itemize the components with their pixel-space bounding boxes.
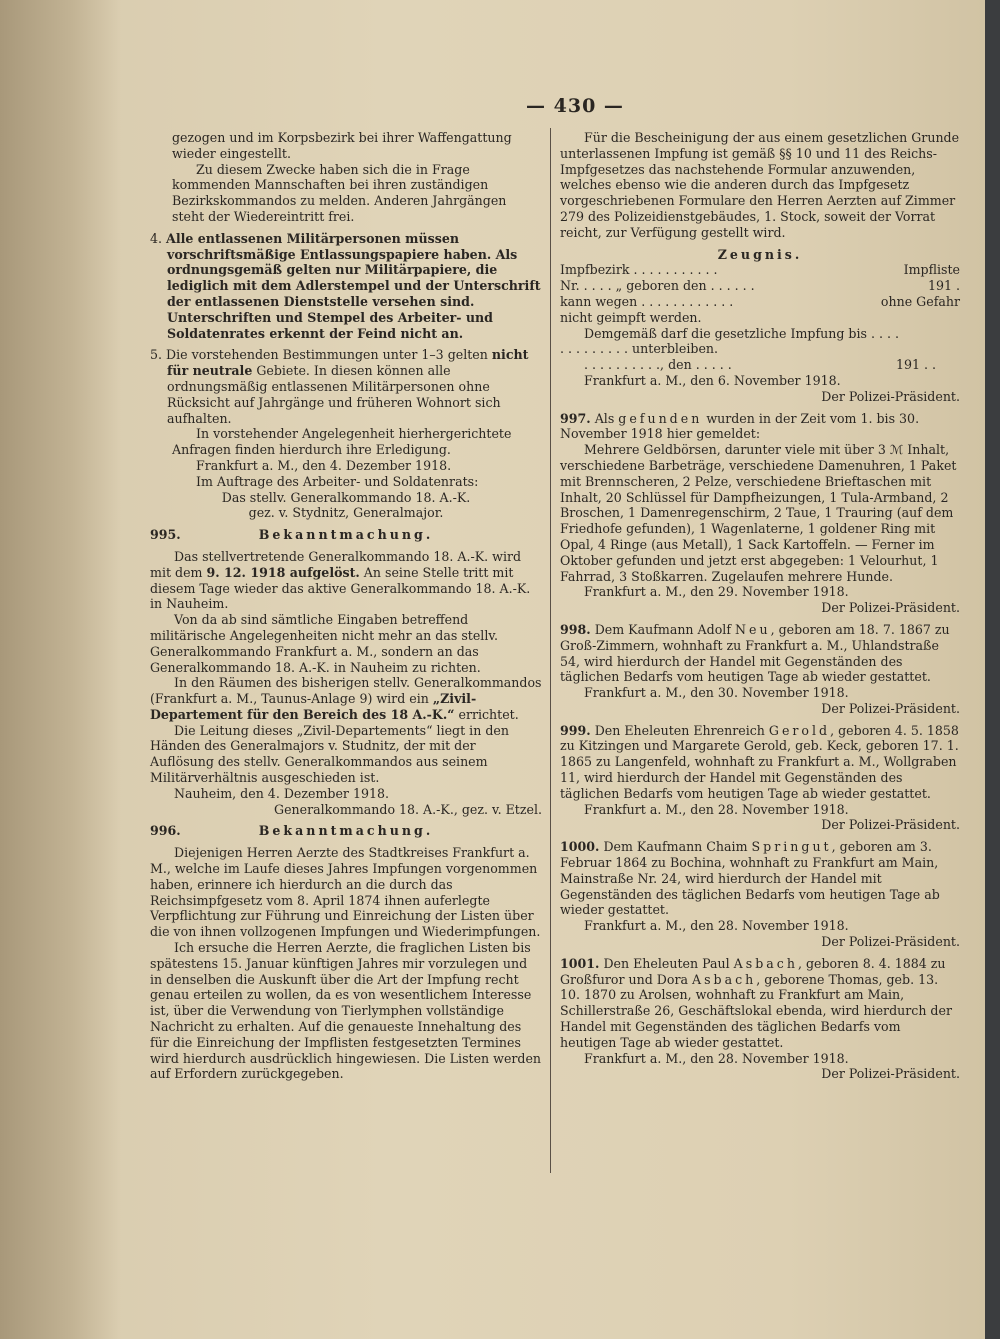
notice-title: Bekanntmachung. bbox=[258, 823, 434, 839]
form-line: . . . . . . . . . unterbleiben. bbox=[560, 341, 719, 357]
item-number: 4. bbox=[150, 230, 163, 246]
signature-line: Generalkommando 18. A.-K., gez. v. Etzel. bbox=[274, 801, 542, 817]
page-binding-shadow bbox=[0, 0, 120, 1339]
form-field: 191 . bbox=[927, 278, 960, 294]
date-line: Frankfurt a. M., den 28. November 1918. bbox=[584, 801, 849, 817]
text: Den Eheleuten Paul bbox=[599, 955, 734, 971]
notice-number: 999. bbox=[560, 722, 591, 738]
item-4 bbox=[150, 231, 542, 342]
text: , geboren am 18. 7. 1867 zu Groß-Zimmern, wohnhaft zu Frankfurt a. M., Uhlandstraße 54, wird hierdurch der Handel mit Gegenständen des täglichen Bedarfs vom heutigen Tage ab wieder gestattet. bbox=[560, 621, 950, 685]
text: errichtet. bbox=[454, 706, 519, 722]
form-field: kann wegen . . . . . . . . . . . . bbox=[560, 293, 734, 309]
notice-1000 bbox=[560, 839, 960, 918]
left-column bbox=[150, 130, 542, 1082]
paragraph: Von da ab sind sämtliche Eingaben betreffend militärische Angelegenheiten nicht mehr an das stellv. Generalkommando Frankfurt a. M., sondern an das Generalkommando 18. A.-K. in Nauheim zu richten. bbox=[150, 612, 498, 675]
signature-line: Der Polizei-Präsident. bbox=[821, 934, 960, 950]
notice-997 bbox=[560, 411, 960, 443]
date-line: Frankfurt a. M., den 4. Dezember 1918. bbox=[196, 457, 452, 473]
emphasis: Springut bbox=[751, 839, 832, 855]
date-line: Frankfurt a. M., den 30. November 1918. bbox=[584, 685, 849, 701]
signature-line: Das stellv. Generalkommando 18. A.-K. bbox=[221, 489, 471, 505]
paragraph: In vorstehender Angelegenheit hierhergerichtete Anfragen finden hierdurch ihre Erledigung. bbox=[172, 426, 512, 458]
text: Das stellvertretende Generalkommando 18. A.-K. wird mit dem bbox=[150, 548, 522, 580]
text: Als bbox=[590, 410, 619, 426]
signature-line: gez. v. Stydnitz, Generalmajor. bbox=[248, 505, 444, 521]
text: , geboren 8. 4. 1884 zu Großfuror und Dora bbox=[560, 955, 946, 987]
notice-number: 1001. bbox=[560, 955, 600, 971]
text: Dem Kaufmann Chaim bbox=[599, 839, 752, 855]
notice-number: 995. bbox=[150, 527, 181, 543]
emphasis: „Zivil-Departement für den Bereich des 18 A.-K.“ bbox=[150, 691, 477, 722]
text: In den Räumen des bisherigen stellv. Generalkommandos (Frankfurt a. M., Taunus-Anlage 9) wird ein bbox=[150, 675, 542, 707]
form-title: Zeugnis. bbox=[717, 246, 803, 262]
text: , geborene Thomas, geb. 13. 10. 1870 zu Arolsen, wohnhaft zu Frankfurt am Main, Schillerstraße 26, Geschäftslokal ebenda, wird hierdurch der Handel mit Gegenständen des täglichen Bedarfs vom heutigen Tage ab wieder gestattet. bbox=[560, 971, 952, 1050]
column-divider bbox=[550, 128, 551, 1173]
form-line: nicht geimpft werden. bbox=[560, 309, 702, 325]
text: , geboren am 3. Februar 1864 zu Bochina, wohnhaft zu Frankfurt am Main, Mainstraße Nr. 24, wird hierdurch der Handel mit Gegenständen des täglichen Bedarfs vom heutigen Tage ab wieder gestattet. bbox=[560, 839, 940, 918]
form-field: ohne Gefahr bbox=[880, 293, 960, 309]
date-line: Frankfurt a. M., den 29. November 1918. bbox=[584, 584, 849, 600]
form-field: . . . . . . . . . ., den . . . . . bbox=[584, 357, 732, 373]
notice-title: Bekanntmachung. bbox=[258, 527, 434, 543]
text: , geboren 4. 5. 1858 zu Kitzingen und Margarete Gerold, geb. Keck, geboren 17. 1. 1865 zu Langenfeld, wohnhaft zu Frankfurt a. M., Wollgraben 11, wird hierdurch der Handel mit Gegenständen des täglichen Bedarfs vom heutigen Tage ab wieder gestattet. bbox=[560, 722, 959, 801]
emphasis: Neu bbox=[734, 621, 771, 637]
emphasis: nicht für neutrale bbox=[167, 347, 529, 379]
notice-1001 bbox=[560, 956, 960, 1051]
notice-996-heading bbox=[150, 823, 542, 839]
paragraph: Ich ersuche die Herren Aerzte, die fraglichen Listen bis spätestens 15. Januar künftigen Jahres mir vorzulegen und in denselben die Auskunft über die Art der Impfung recht genau erteilen zu wollen, da es von wesentlichem Interesse ist, über die Verwendung von Tierlymphen vollständige Nachricht zu erhalten. Auf die genaueste Innehaltung des für die Einreichung der Impflisten festgesetzten Termines wird hierdurch ausdrücklich hingewiesen. Die Listen werden auf Erfordern zurückgegeben. bbox=[150, 940, 542, 1082]
text: An seine Stelle tritt mit diesem Tage wieder das aktive Generalkommando 18. A.-K. in Nauheim. bbox=[150, 564, 531, 612]
paragraph-continued: gezogen und im Korpsbezirk bei ihrer Waffengattung wieder eingestellt. bbox=[172, 130, 512, 161]
notice-998 bbox=[560, 622, 960, 685]
notice-number: 998. bbox=[560, 621, 591, 637]
emphasis: Gerold bbox=[768, 722, 831, 738]
paragraph: Die Leitung dieses „Zivil-Departements“ liegt in den Händen des Generalmajors v. Studnitz, der mit der Auflösung des stellv. Generalkommandos aus seinem Militärverhältnis ausgeschieden ist. bbox=[150, 722, 509, 786]
notice-number: 996. bbox=[150, 823, 181, 839]
text: Den Eheleuten Ehrenreich bbox=[590, 722, 769, 738]
signature-line: Der Polizei-Präsident. bbox=[821, 700, 960, 716]
emphasis: gefunden bbox=[618, 410, 703, 426]
paragraph: Diejenigen Herren Aerzte des Stadtkreises Frankfurt a. M., welche im Laufe dieses Jahres Impfungen vorgenommen haben, erinnere ich hierdurch an die durch das Reichsimpfgesetz vom 8. April 1874 ihnen auferlegte Verpflichtung zur Führung und Einreichung der Listen über die von ihnen vollzogenen Impfungen und Wiederimpfungen. bbox=[150, 845, 541, 940]
signature-line: Der Polizei-Präsident. bbox=[821, 600, 960, 616]
paragraph bbox=[150, 549, 542, 612]
form-line bbox=[560, 278, 960, 294]
right-column bbox=[560, 130, 960, 1082]
form-line: Demgemäß darf die gesetzliche Impfung bis . . . . bbox=[584, 325, 899, 341]
date-line: Frankfurt a. M., den 28. November 1918. bbox=[584, 918, 849, 934]
signature-line: Der Polizei-Präsident. bbox=[821, 388, 960, 404]
form-line bbox=[560, 262, 960, 278]
text: wurden in der Zeit vom 1. bis 30. November 1918 hier gemeldet: bbox=[560, 410, 920, 442]
item-4-text: Alle entlassenen Militärpersonen müssen vorschriftsmäßige Entlassungspapiere haben. Als ordnungsgemäß gelten nur Militärpapiere, die lediglich mit dem Adlerstempel und der Unterschrift der entlassenen Dienststelle versehen sind. Unterschriften und Stempel des Arbeiter- und Soldatenrates erkennt der Feind nicht an. bbox=[166, 230, 541, 341]
paragraph: Für die Bescheinigung der aus einem gesetzlichen Grunde unterlassenen Impfung ist gemäß §§ 10 und 11 des Reichs-Impfgesetzes das nachstehende Formular anzuwenden, welches ebenso wie die anderen durch das Impfgesetz vorgeschriebenen Formulare den Herren Aerzten auf Zimmer 279 des Polizeidienstgebäudes, 1. Stock, soweit der Vorrat reicht, zur Verfügung gestellt wird. bbox=[560, 130, 960, 240]
item-number: 5. bbox=[150, 347, 163, 363]
emphasis: 9. 12. 1918 aufgelöst. bbox=[206, 564, 360, 580]
form-line bbox=[560, 357, 960, 373]
notice-995-heading bbox=[150, 527, 542, 543]
form-field: Impfbezirk . . . . . . . . . . . bbox=[560, 262, 718, 278]
form-field: 191 . . bbox=[895, 357, 936, 373]
emphasis: Asbach bbox=[691, 971, 757, 987]
signature-line: Im Auftrage des Arbeiter- und Soldatenrats: bbox=[196, 473, 479, 489]
date-line: Nauheim, den 4. Dezember 1918. bbox=[174, 785, 389, 801]
form-line bbox=[560, 294, 960, 310]
form-field: Impfliste bbox=[903, 262, 960, 278]
page-number: — 430 — bbox=[526, 95, 624, 117]
paragraph: Mehrere Geldbörsen, darunter viele mit über 3 ℳ Inhalt, verschiedene Barbeträge, verschiedene Damenuhren, 1 Paket mit Brennscheren, 2 Pelze, verschiedene Brieftaschen mit Inhalt, 20 Schlüssel für Dampfheizungen, 1 Tula-Armband, 2 Broschen, 1 Damenregenschirm, 2 Taue, 1 Trauring (auf dem Friedhofe gefunden), 1 Wagenlaterne, 1 goldener Ring mit Opal, 4 Ringe (aus Metall), 1 Sack Kartoffeln. — Ferner im Oktober gefunden und jetzt erst abgegeben: 1 Velourhut, 1 Fahrrad, 3 Stoßkarren. Zugelaufen mehrere Hunde. bbox=[560, 442, 957, 584]
item-5 bbox=[150, 347, 542, 426]
text: Dem Kaufmann Adolf bbox=[590, 621, 735, 637]
text: Gebiete. In diesen können alle ordnungsmäßig entlassenen Militärpersonen ohne Rücksicht auf Jahrgänge und früheren Wohnort sich aufhalten. bbox=[167, 363, 501, 426]
signature-line: Der Polizei-Präsident. bbox=[821, 1066, 960, 1082]
form-field: Nr. . . . . „ geboren den . . . . . . bbox=[560, 278, 755, 294]
notice-999 bbox=[560, 723, 960, 802]
date-line: Frankfurt a. M., den 6. November 1918. bbox=[584, 372, 841, 388]
emphasis: Asbach bbox=[733, 955, 798, 971]
notice-number: 1000. bbox=[560, 839, 600, 855]
paragraph bbox=[150, 675, 542, 722]
date-line: Frankfurt a. M., den 28. November 1918. bbox=[584, 1050, 849, 1066]
notice-number: 997. bbox=[560, 410, 591, 426]
text: Die vorstehenden Bestimmungen unter 1–3 gelten bbox=[166, 347, 492, 363]
paragraph: Zu diesem Zwecke haben sich die in Frage kommenden Mannschaften bei ihren zuständigen Bezirkskommandos zu melden. Anderen Jahrgängen steht der Wiedereintritt frei. bbox=[172, 161, 507, 224]
signature-line: Der Polizei-Präsident. bbox=[821, 817, 960, 833]
